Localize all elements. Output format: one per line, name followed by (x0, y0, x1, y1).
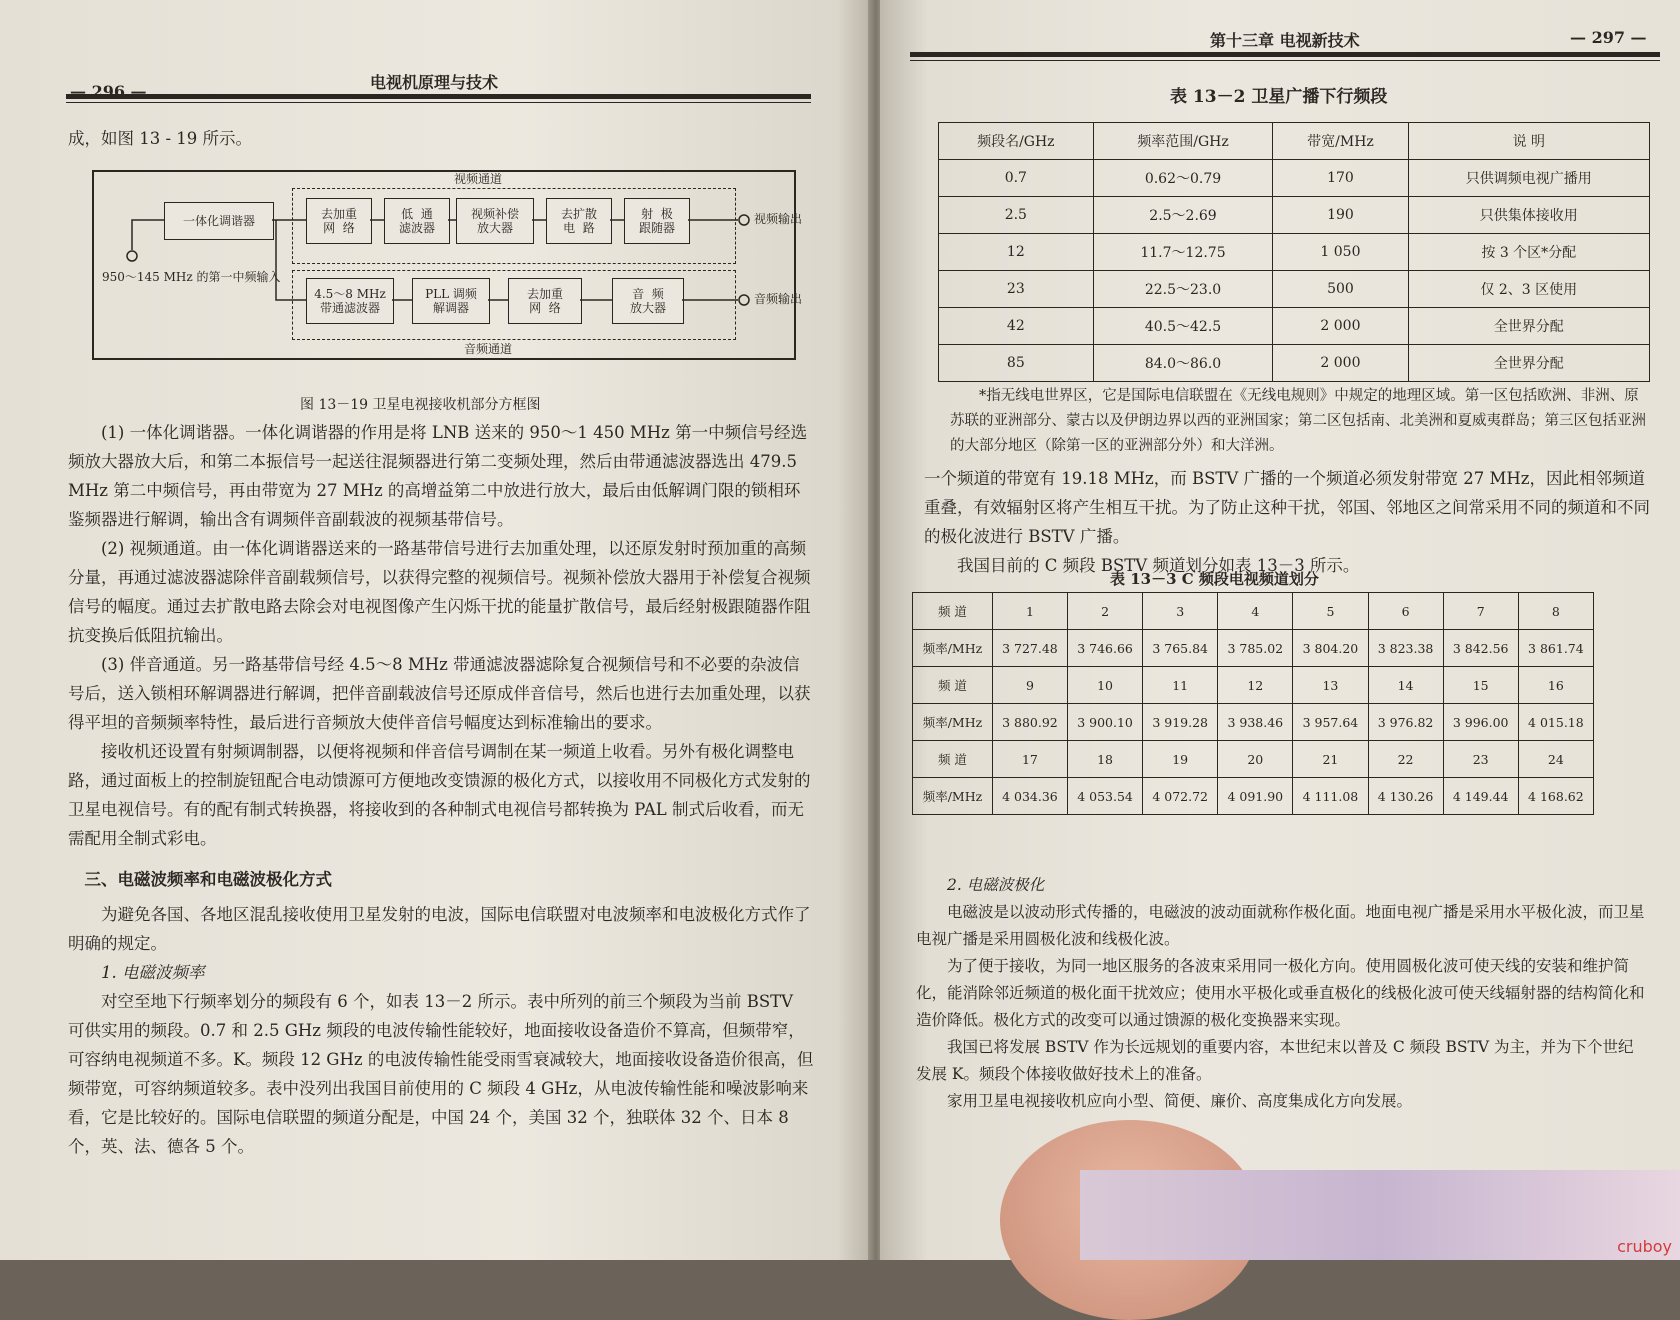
section-title: 三、电磁波频率和电磁波极化方式 (84, 870, 332, 889)
table-cell: 15 (1443, 667, 1518, 704)
table-cell: 14 (1368, 667, 1443, 704)
table-cell: 4 053.54 (1068, 778, 1143, 815)
table2-caption: 表 13－2 卫星广播下行频段 (1170, 87, 1388, 107)
table-row (913, 667, 1594, 704)
table-13-3 (912, 592, 1594, 815)
paragraph: 为了便于接收，为同一地区服务的各波束采用同一极化方向。使用圆极化波可使天线的安装和维护简化，能消除邻近频道的极化面干扰效应；使用水平极化或垂直极化的线极化波可使天线辐射器的结构简化和造价降低。极化方式的改变可以通过馈源的极化变换器来实现。 (916, 957, 1645, 1029)
table-cell: 12 (939, 234, 1094, 271)
table-cell: 3 861.74 (1518, 630, 1593, 667)
table-footnote: *指无线电世界区，它是国际电信联盟在《无线电规则》中规定的地理区域。第一区包括欧洲、非洲、原苏联的亚洲部分、蒙古以及伊朗边界以西的亚洲国家；第二区包括南、北美洲和夏威夷群岛；第三区包括亚洲的大部分地区（除第一区的亚洲部分外）和大洋洲。 (950, 388, 1646, 454)
table-row (939, 308, 1650, 345)
left-page (0, 0, 872, 1260)
table-cell: 0.62～0.79 (1093, 160, 1273, 197)
row-label: 频率/MHz (913, 630, 993, 667)
table-cell: 170 (1273, 160, 1408, 197)
header-rule (910, 52, 1660, 57)
video-comp-amp-block: 视频补偿 放大器 (456, 198, 534, 244)
table-row (913, 630, 1594, 667)
table-cell: 24 (1518, 741, 1593, 778)
table-cell: 2 (1068, 593, 1143, 630)
table-row (939, 160, 1650, 197)
table-cell: 4 015.18 (1518, 704, 1593, 741)
despread-block: 去扩散 电 路 (546, 198, 612, 244)
table-cell: 17 (992, 741, 1067, 778)
right-body-top (924, 464, 1650, 580)
background-fabric (1080, 1170, 1680, 1260)
table-cell: 3 976.82 (1368, 704, 1443, 741)
audio-channel-label: 音频通道 (464, 342, 513, 356)
right-running-head: 第十三章 电视新技术 (1210, 31, 1360, 50)
table-cell: 8 (1518, 593, 1593, 630)
table-cell: 2 000 (1273, 345, 1408, 382)
subsection-title: 2. 电磁波极化 (947, 876, 1045, 894)
table-cell: 3 (1143, 593, 1218, 630)
table-cell: 500 (1273, 271, 1408, 308)
paragraph: 对空至地下行频率划分的频段有 6 个，如表 13－2 所示。表中所列的前三个频段为当前 BSTV 可供实用的频段。0.7 和 2.5 GHz 频段的电波传输性能较好，地面接收设备造价不算高，但频带窄，可容纳电视频道不多。K。频段 12 GHz 的电波传输性能受雨雪衰减较大，地面接收设备造价很高，但频带宽，可容纳频道较多。表中没列出我国目前使用的 C 频段 4 GHz，从电波传输性能和噪波影响来看，它是比较好的。国际电信联盟的频道分配是，中国 24 个，美国 32 个，独联体 32 个、日本 8 个，英、法、德各 5 个。 (68, 992, 814, 1156)
table-cell: 只供集体接收用 (1408, 197, 1649, 234)
table-cell: 85 (939, 345, 1094, 382)
table-cell: 4 091.90 (1218, 778, 1293, 815)
bandpass-filter-block: 4.5～8 MHz 带通滤波器 (306, 278, 394, 324)
table-cell: 按 3 个区*分配 (1408, 234, 1649, 271)
table-row (913, 741, 1594, 778)
table-cell: 7 (1443, 593, 1518, 630)
right-body-bottom (916, 872, 1648, 1115)
paragraph: (1) 一体化调谐器。一体化调谐器的作用是将 LNB 送来的 950～1 450 MHz 第一中频信号经选频放大器放大后，和第二本振信号一起送往混频器进行第二变频处理，然后由带通滤波器选出 479.5 MHz 第二中频信号，再由带宽为 27 MHz 的高增益第二中放进行放大，最后由低解调门限的锁相环鉴频器进行解调，输出含有调频伴音副载波的视频基带信号。 (68, 423, 808, 529)
watermark: cruboy (1617, 1237, 1672, 1256)
table-cell: 全世界分配 (1408, 308, 1649, 345)
paragraph: 为避免各国、各地区混乱接收使用卫星发射的电波，国际电信联盟对电波频率和电波极化方式作了明确的规定。 (68, 905, 811, 953)
paragraph: 一个频道的带宽有 19.18 MHz，而 BSTV 广播的一个频道必须发射带宽 27 MHz，因此相邻频道重叠，有效辐射区将产生相互干扰。为了防止这种干扰，邻国、邻地区之间常采用不同的频道和不同的极化波进行 BSTV 广播。 (924, 469, 1650, 546)
block-diagram (92, 170, 803, 360)
left-page-number: — 296 — (70, 82, 147, 101)
figure-caption: 图 13－19 卫星电视接收机部分方框图 (300, 397, 541, 413)
table-cell: 40.5～42.5 (1093, 308, 1273, 345)
table-cell: 0.7 (939, 160, 1094, 197)
table-cell: 5 (1293, 593, 1368, 630)
table-cell: 23 (939, 271, 1094, 308)
table-row (939, 197, 1650, 234)
table-row (913, 593, 1594, 630)
header-rule-thin (66, 102, 811, 103)
table-cell: 84.0～86.0 (1093, 345, 1273, 382)
audio-amp-block: 音 频 放大器 (612, 278, 684, 324)
table-row (939, 234, 1650, 271)
left-running-head: 电视机原理与技术 (370, 73, 499, 92)
table-header: 带宽/MHz (1273, 123, 1408, 160)
table-cell: 全世界分配 (1408, 345, 1649, 382)
table-row (913, 704, 1594, 741)
table-cell: 23 (1443, 741, 1518, 778)
table-cell: 13 (1293, 667, 1368, 704)
table-cell: 3 919.28 (1143, 704, 1218, 741)
table-cell: 3 842.56 (1443, 630, 1518, 667)
table-cell: 4 034.36 (992, 778, 1067, 815)
table-cell: 仅 2、3 区使用 (1408, 271, 1649, 308)
table-cell: 4 168.62 (1518, 778, 1593, 815)
paragraph: (3) 伴音通道。另一路基带信号经 4.5～8 MHz 带通滤波器滤除复合视频信号和不必要的杂波信号后，送入锁相环解调器进行解调，把伴音副载波信号还原成伴音信号，然后也进行去加重处理，以获得平坦的音频频率特性，最后进行音频放大使伴音信号幅度达到标准输出的要求。 (68, 655, 811, 732)
table-cell: 4 149.44 (1443, 778, 1518, 815)
table-cell: 20 (1218, 741, 1293, 778)
table-row (939, 345, 1650, 382)
row-label: 频 道 (913, 741, 993, 778)
pll-demod-block: PLL 调频 解调器 (412, 278, 490, 324)
table-cell: 9 (992, 667, 1067, 704)
table-cell: 1 050 (1273, 234, 1408, 271)
table-cell: 1 (992, 593, 1067, 630)
subsection-title: 1. 电磁波频率 (101, 963, 205, 982)
table-cell: 22.5～23.0 (1093, 271, 1273, 308)
table-cell: 2.5 (939, 197, 1094, 234)
table-cell: 18 (1068, 741, 1143, 778)
table-cell: 2.5～2.69 (1093, 197, 1273, 234)
table-cell: 6 (1368, 593, 1443, 630)
table-cell: 3 957.64 (1293, 704, 1368, 741)
input-label: 950～145 MHz 的第一中频输入 (102, 270, 281, 284)
table-row (939, 271, 1650, 308)
audio-output-label: 音频输出 (754, 292, 803, 306)
video-channel-label: 视频通道 (454, 172, 503, 186)
emitter-follower-block: 射 极 跟随器 (624, 198, 690, 244)
table-cell: 4 072.72 (1143, 778, 1218, 815)
intro-line: 成，如图 13 - 19 所示。 (68, 129, 253, 148)
paragraph: (2) 视频通道。由一体化调谐器送来的一路基带信号进行去加重处理，以还原发射时预加重的高频分量，再通过滤波器滤除伴音副载频信号，以获得完整的视频信号。视频补偿放大器用于补偿复合视频信号的幅度。通过去扩散电路去除会对电视图像产生闪烁干扰的能量扩散信号，最后经射极跟随器作阻抗变换后低阻抗输出。 (68, 539, 811, 645)
table-cell: 10 (1068, 667, 1143, 704)
diagram-wires (94, 172, 794, 358)
table-cell: 3 765.84 (1143, 630, 1218, 667)
left-body-text (68, 418, 814, 1161)
row-label: 频率/MHz (913, 704, 993, 741)
table-cell: 3 996.00 (1443, 704, 1518, 741)
paragraph: 家用卫星电视接收机应向小型、简便、廉价、高度集成化方向发展。 (947, 1092, 1413, 1110)
table-cell: 只供调频电视广播用 (1408, 160, 1649, 197)
table-cell: 3 900.10 (1068, 704, 1143, 741)
table-cell: 21 (1293, 741, 1368, 778)
table-cell: 4 130.26 (1368, 778, 1443, 815)
table-cell: 4 111.08 (1293, 778, 1368, 815)
paragraph: 我国已将发展 BSTV 作为长远规划的重要内容，本世纪末以普及 C 频段 BSTV 为主，并为下个世纪发展 K。频段个体接收做好技术上的准备。 (916, 1038, 1634, 1083)
deemphasis-block-2: 去加重 网 络 (508, 278, 582, 324)
table-cell: 3 880.92 (992, 704, 1067, 741)
table-cell: 3 804.20 (1293, 630, 1368, 667)
row-label: 频 道 (913, 667, 993, 704)
tuner-block: 一体化调谐器 (164, 202, 274, 240)
table3-caption: 表 13－3 C 频段电视频道划分 (1110, 570, 1319, 588)
table-header: 说 明 (1408, 123, 1649, 160)
deemphasis-block-1: 去加重 网 络 (306, 198, 372, 244)
row-label: 频率/MHz (913, 778, 993, 815)
table-13-2 (938, 122, 1650, 382)
row-label: 频 道 (913, 593, 993, 630)
table-cell: 11.7～12.75 (1093, 234, 1273, 271)
table-cell: 3 727.48 (992, 630, 1067, 667)
lowpass-filter-block: 低 通 滤波器 (384, 198, 450, 244)
paragraph: 电磁波是以波动形式传播的，电磁波的波动面就称作极化面。地面电视广播是采用水平极化波，而卫星电视广播是采用圆极化波和线极化波。 (916, 903, 1645, 948)
table-header: 频段名/GHz (939, 123, 1094, 160)
table-cell: 4 (1218, 593, 1293, 630)
table-cell: 11 (1143, 667, 1218, 704)
table-cell: 190 (1273, 197, 1408, 234)
table-header: 频率范围/GHz (1093, 123, 1273, 160)
table-cell: 3 938.46 (1218, 704, 1293, 741)
table-cell: 19 (1143, 741, 1218, 778)
table-cell: 3 785.02 (1218, 630, 1293, 667)
table-cell: 42 (939, 308, 1094, 345)
table-cell: 16 (1518, 667, 1593, 704)
table-cell: 3 823.38 (1368, 630, 1443, 667)
header-rule-thin (910, 60, 1660, 61)
right-page-number: — 297 — (1570, 28, 1647, 47)
table-row (913, 778, 1594, 815)
table-cell: 3 746.66 (1068, 630, 1143, 667)
table-cell: 12 (1218, 667, 1293, 704)
header-rule (66, 94, 811, 99)
table-header-row (939, 123, 1650, 160)
video-output-label: 视频输出 (754, 212, 803, 226)
table-cell: 22 (1368, 741, 1443, 778)
paragraph: 接收机还设置有射频调制器，以便将视频和伴音信号调制在某一频道上收看。另外有极化调整电路，通过面板上的控制旋钮配合电动馈源可方便地改变馈源的极化方式，以接收用不同极化方式发射的卫星电视信号。有的配有制式转换器，将接收到的各种制式电视信号都转换为 PAL 制式后收看，而无需配用全制式彩电。 (68, 742, 811, 848)
paragraph: 我国目前的 C 频段 BSTV 频道划分如表 13－3 所示。 (957, 556, 1360, 575)
table-cell: 2 000 (1273, 308, 1408, 345)
